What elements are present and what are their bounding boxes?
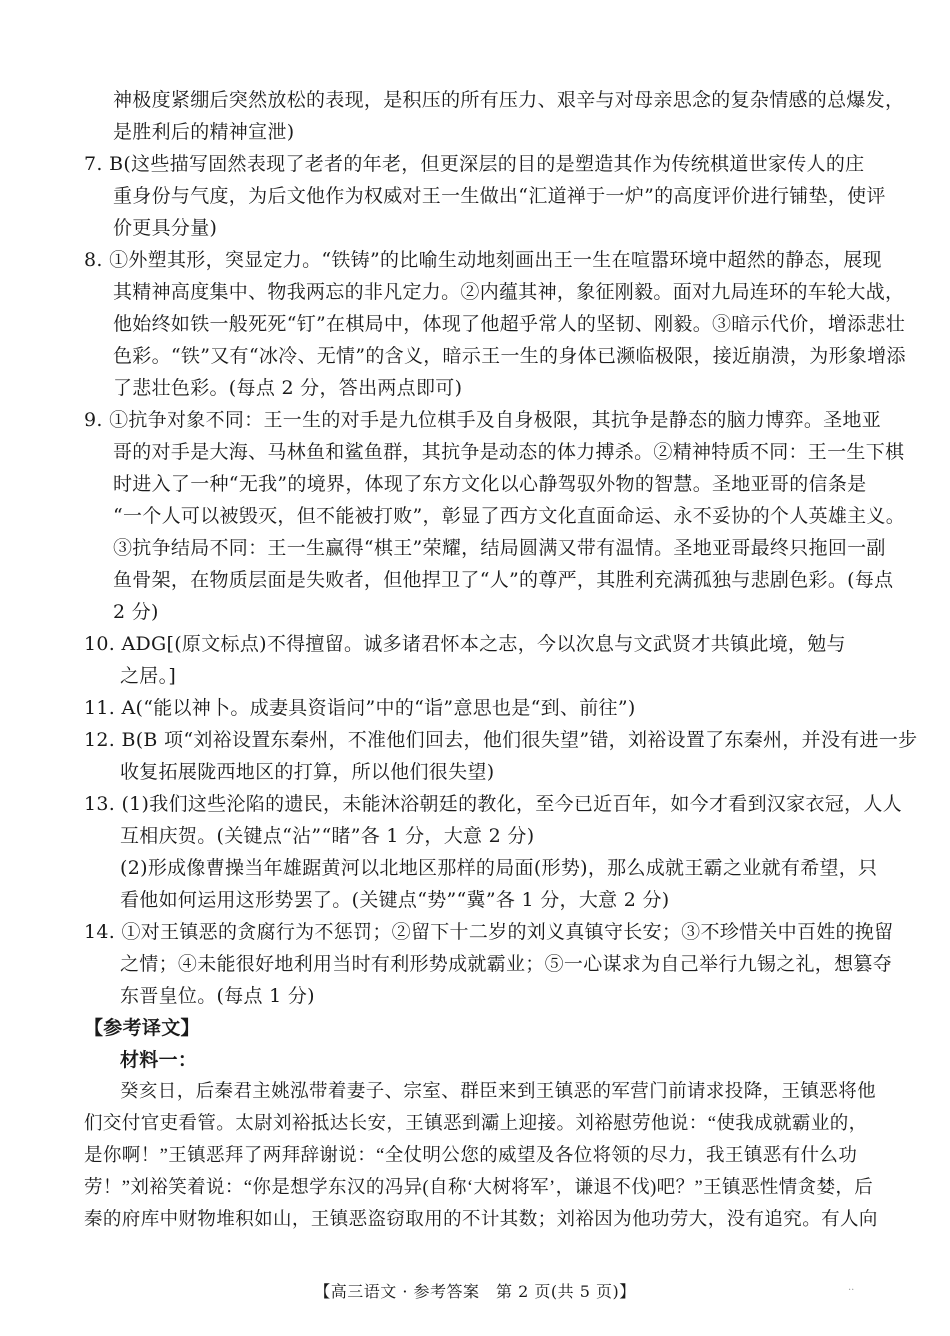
answer-8-line-2: 其精神高度集中、物我两忘的非凡定力。②内蕴其神，象征刚毅。面对九局连环的车轮大战， <box>113 281 905 303</box>
answer-12-line-1: 12. B(B 项“刘裕设置东秦州，不准他们回去，他们很失望”错，刘裕设置了东秦州，并没有进一步 <box>84 729 918 751</box>
answer-9-line-6: 鱼骨架，在物质层面是失败者，但他捍卫了“人”的尊严，其胜利充满孤独与悲剧色彩。(每点 <box>113 569 894 591</box>
answer-9-line-3: 时进入了一种“无我”的境界，体现了东方文化以心静驾驭外物的智慧。圣地亚哥的信条是 <box>113 473 867 495</box>
answer-14-line-3: 东晋皇位。(每点 1 分) <box>120 985 315 1007</box>
answer-13-line-3: (2)形成像曹操当年雄踞黄河以北地区那样的局面(形势)，那么成就王霸之业就有希望，只 <box>120 857 878 879</box>
answer-8-line-3: 他始终如铁一般死死“钉”在棋局中，体现了他超乎常人的坚韧、刚毅。③暗示代价，增添悲壮 <box>113 313 906 335</box>
answer-12-line-2: 收复拓展陇西地区的打算，所以他们很失望) <box>120 761 495 783</box>
answer-9-line-2: 哥的对手是大海、马林鱼和鲨鱼群，其抗争是动态的体力搏杀。②精神特质不同：王一生下棋 <box>113 441 905 463</box>
answer-9-line-4: “一个人可以被毁灭，但不能被打败”，彰显了西方文化直面命运、永不妥协的个人英雄主义。 <box>113 505 906 527</box>
answer-9-line-1: 9. ①抗争对象不同：王一生的对手是九位棋手及自身极限，其抗争是静态的脑力博弈。圣地亚 <box>84 409 882 431</box>
answer-content <box>84 84 918 1236</box>
answer-7-line-1: 7. B(这些描写固然表现了老者的年老，但更深层的目的是塑造其作为传统棋道世家传人的庄 <box>84 153 865 175</box>
answer-8-line-4: 色彩。“铁”又有“冰冷、无情”的含义，暗示王一生的身体已濒临极限，接近崩溃，为形象增添 <box>113 345 906 367</box>
answer-14-line-2: 之情；④未能很好地利用当时有利形势成就霸业；⑤一心谋求为自己举行九锡之礼，想篡夺 <box>120 953 893 975</box>
translation-line-5: 秦的府库中财物堆积如山，王镇恶盗窃取用的不计其数；刘裕因为他功劳大，没有追究。有人向 <box>84 1210 878 1230</box>
material-one-heading: 材料一： <box>120 1049 198 1071</box>
answer-8-line-5: 了悲壮色彩。(每点 2 分，答出两点即可) <box>113 377 463 399</box>
page-footer: 【高三语文 · 参考答案 第 2 页(共 5 页)】 <box>314 1282 636 1301</box>
answer-13-line-2: 互相庆贺。(关键点“沾”“睹”各 1 分，大意 2 分) <box>120 825 535 847</box>
answer-6-continued-line-1: 神极度紧绷后突然放松的表现，是积压的所有压力、艰辛与对母亲思念的复杂情感的总爆发， <box>113 89 905 111</box>
answer-7-line-2: 重身份与气度，为后文他作为权威对王一生做出“汇道禅于一炉”的高度评价进行铺垫，使评 <box>113 185 886 207</box>
translation-line-4: 劳！”刘裕笑着说：“你是想学东汉的冯异(自称‘大树将军’，谦退不伐)吧？”王镇恶性情贪婪，后 <box>84 1178 874 1198</box>
answer-13-line-4: 看他如何运用这形势罢了。(关键点“势”“冀”各 1 分，大意 2 分) <box>120 889 670 911</box>
answer-11-line-1: 11. A(“能以神卜。成妻具资诣问”中的“诣”意思也是“到、前往”) <box>84 697 636 719</box>
footer-mark: .. <box>848 1282 855 1293</box>
answer-10-line-1: 10. ADG[(原文标点)不得擅留。诚多诸君怀本之志，今以次息与文武贤才共镇此境，勉与 <box>84 633 846 655</box>
answer-10-line-2: 之居。] <box>120 665 177 687</box>
reference-translation-heading: 【参考译文】 <box>84 1017 200 1039</box>
translation-line-3: 是你啊！”王镇恶拜了两拜辞谢说：“全仗明公您的威望及各位将领的尽力，我王镇恶有什么功 <box>84 1146 858 1166</box>
answer-7-line-3: 价更具分量) <box>113 217 218 239</box>
answer-14-line-1: 14. ①对王镇恶的贪腐行为不惩罚；②留下十二岁的刘义真镇守长安；③不珍惜关中百姓的挽留 <box>84 921 894 943</box>
answer-8-line-1: 8. ①外塑其形，突显定力。“铁铸”的比喻生动地刻画出王一生在喧嚣环境中超然的静态，展现 <box>84 249 882 271</box>
translation-line-1: 癸亥日，后秦君主姚泓带着妻子、宗室、群臣来到王镇恶的军营门前请求投降，王镇恶将他 <box>120 1082 877 1102</box>
answer-13-line-1: 13. (1)我们这些沦陷的遗民，未能沐浴朝廷的教化，至今已近百年，如今才看到汉家衣冠，人人 <box>84 793 902 815</box>
translation-line-2: 们交付官吏看管。太尉刘裕抵达长安，王镇恶到灞上迎接。刘裕慰劳他说：“使我成就霸业的， <box>84 1114 868 1134</box>
answer-9-line-7: 2 分) <box>113 601 159 623</box>
answer-6-continued-line-2: 是胜利后的精神宣泄) <box>113 121 295 143</box>
answer-9-line-5: ③抗争结局不同：王一生赢得“棋王”荣耀，结局圆满又带有温情。圣地亚哥最终只拖回一副 <box>113 537 886 559</box>
